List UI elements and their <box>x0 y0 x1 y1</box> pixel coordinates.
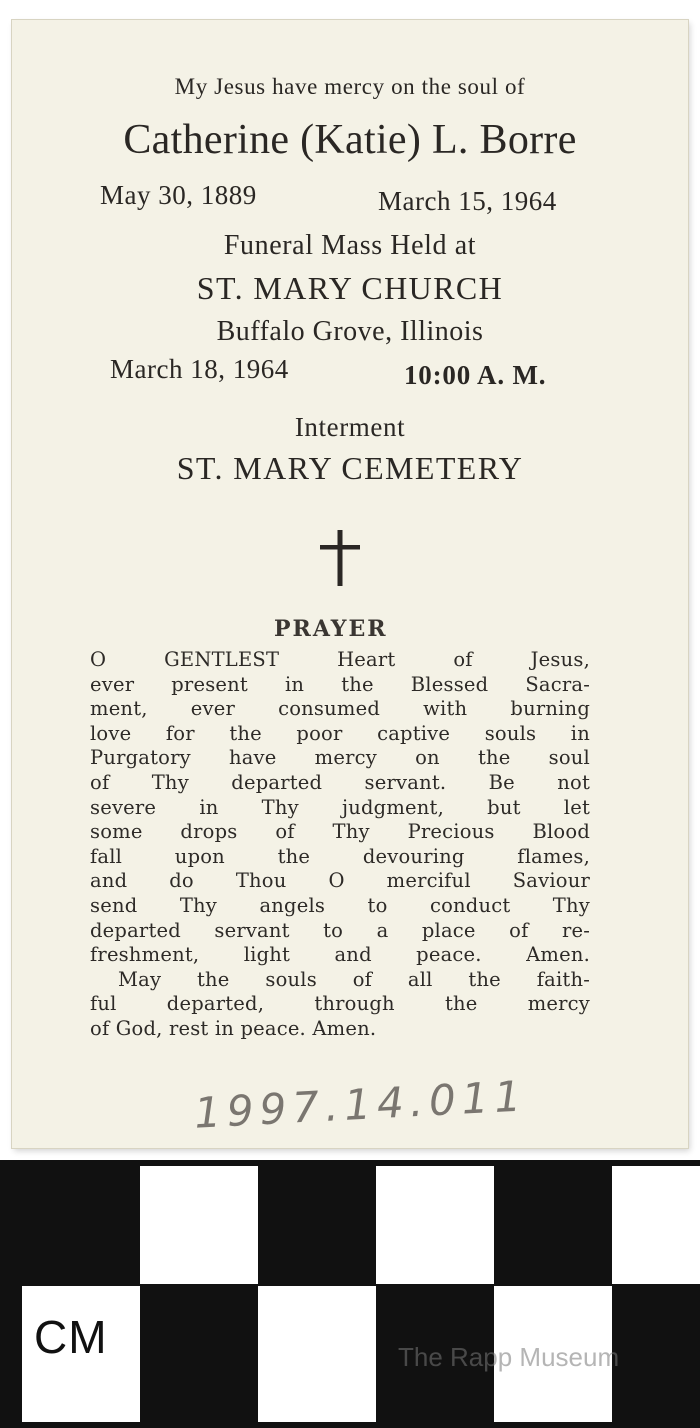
death-date: March 15, 1964 <box>378 186 557 216</box>
mercy-invocation: My Jesus have mercy on the soul of <box>174 74 526 99</box>
memorial-card <box>12 20 688 1148</box>
mass-label: Funeral Mass Held at <box>223 230 477 261</box>
museum-watermark: The Rapp Museum <box>398 1342 620 1372</box>
prayer-line: send Thy angels to conduct Thy <box>90 893 590 917</box>
accession-number: 1997.14.011 <box>192 1071 529 1138</box>
mass-time: 10:00 A. M. <box>404 360 547 390</box>
church-name: ST. MARY CHURCH <box>196 270 504 306</box>
prayer-line: ful departed, through the mercy <box>90 992 590 1016</box>
deceased-name: Catherine (Katie) L. Borre <box>123 117 577 163</box>
cemetery-name: ST. MARY CEMETERY <box>176 450 524 486</box>
scale-square <box>258 1286 376 1422</box>
prayer-line: love for the poor captive souls in <box>90 721 590 745</box>
scale-square <box>376 1166 494 1284</box>
prayer-line: fall upon the devouring flames, <box>90 844 590 868</box>
prayer-line: and do Thou O merciful Saviour <box>90 869 590 893</box>
interment-label: Interment <box>294 412 406 442</box>
prayer-line: May the souls of all the faith- <box>118 967 590 991</box>
prayer-line: of Thy departed servant. Be not <box>90 770 590 794</box>
prayer-line: freshment, light and peace. Amen. <box>90 943 590 967</box>
prayer-line: O GENTLEST Heart of Jesus, <box>90 648 590 671</box>
prayer-line: ment, ever consumed with burning <box>90 697 590 721</box>
birth-date: May 30, 1889 <box>100 180 257 210</box>
prayer-line: departed servant to a place of re- <box>90 918 590 942</box>
prayer-line: Purgatory have mercy on the soul <box>90 746 590 770</box>
mass-date: March 18, 1964 <box>110 354 289 384</box>
scale-unit-label: CM <box>34 1311 108 1363</box>
scale-square <box>140 1166 258 1284</box>
prayer-line: severe in Thy judgment, but let <box>90 795 590 819</box>
prayer-line: some drops of Thy Precious Blood <box>90 820 590 844</box>
prayer-title: PRAYER <box>274 616 388 642</box>
prayer-line: ever present in the Blessed Sacra- <box>90 672 590 696</box>
latin-cross-icon <box>318 530 362 586</box>
prayer-text <box>90 648 590 1042</box>
scale-square <box>612 1166 700 1284</box>
prayer-line: of God, rest in peace. Amen. <box>90 1016 377 1040</box>
centimeter-scale-bar <box>0 1160 700 1428</box>
church-city: Buffalo Grove, Illinois <box>216 316 484 347</box>
